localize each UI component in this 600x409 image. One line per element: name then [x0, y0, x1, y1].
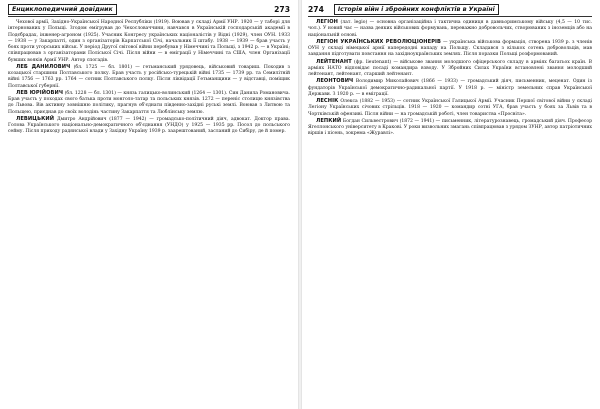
entry-text: (лат. legio) — основна організаційна і тактична одиниця в давньоримському війську (4,5 — 10 тис. чол.). У новий час — назва деяких військових формувань, переважно добровольчих, створюваних з іноземців або на національній основі. — [308, 20, 592, 38]
entry-text: (фр. lieutenant) — військове звання молодшого офіцерського складу в арміях багатьох країн. В арміях НАТО відповідає посаді командира взводу. У Збройних Силах України встановлені звання молодший лейтенант, лейтенант, старший лейтенант. — [308, 59, 592, 77]
entry-paragraph — [8, 90, 290, 116]
left-page-header — [8, 3, 290, 15]
entry-text: Володимир Миколайович (1866 — 1933) — громадський діяч, письменник, меценат. Один із фундаторів Української демократично-радикальної партії. У 1918 р. — міністр земельних справ Української Держави. З 1920 р. — в еміграції. — [308, 79, 592, 97]
entry-paragraph — [308, 19, 592, 39]
entry-headword: ЛЕВ ЮРІЙОВИЧ — [16, 89, 64, 96]
entry-paragraph — [308, 59, 592, 79]
right-header-rule — [308, 16, 592, 17]
entry-text: Богдан Сильвестрович (1872 — 1941) — письменник, літературознавець, громадський діяч. Професор Ягеллонського університету в Кракові. У роки визвольних змагань співпрацював з урядом ЗУНР, автор патріотичних віршів і пісень, зокрема «Журавлі». — [308, 118, 592, 137]
right-page-header — [308, 3, 592, 15]
right-page-number: 274 — [308, 4, 324, 14]
right-page-body — [308, 19, 592, 407]
entry-headword: ЛЕСНІК — [316, 98, 339, 104]
entry-headword: ЛЕПКИЙ — [316, 117, 342, 124]
left-header-rule — [8, 16, 290, 17]
entry-paragraph — [308, 98, 592, 118]
entry-text: Олекса (1882 — 1953) — сотник Української Галицької Армії. Учасник Першої світової війни у складі Легіону Українських січових стрільців. 1918 — 1920 — командир сотні УГА, брав участь у боях за Львів та в Чортківській офензиві. Після війни — на громадській роботі, член товариства «Просвіта». — [308, 99, 592, 117]
entry-headword: ЛЕГІОН УКРАЇНСЬКИХ РЕВОЛЮЦІОНЕРІВ — [316, 38, 442, 45]
entry-paragraph — [8, 64, 290, 90]
entry-headword: ЛЕОНТОВИЧ — [316, 78, 354, 85]
entry-headword: ЛЕЙТЕНАНТ — [316, 58, 352, 65]
entry-text: (бл. 1228 — бл. 1301) — князь галицько-волинський (1264 — 1301). Син Данила Романовича. Брав участь у походах свого батька проти монголо-татар та польських князів. 1272 — переніс столицю князівства до Львова. Вів активну зовнішню політику, прагнув об'єднати південно-західні руські землі. Воював з Литвою та Польщею, приєднав до своїх володінь частину Закарпаття та Люблінську землю. — [8, 90, 290, 115]
left-page-number: 273 — [274, 4, 290, 14]
right-page — [300, 0, 600, 409]
right-page-running-title: Історія війн і збройних конфліктів в Україні — [334, 4, 499, 15]
left-page-running-title: Енциклопедичний довідник — [8, 4, 117, 15]
entry-paragraph — [308, 118, 592, 138]
entry-paragraph — [308, 78, 592, 98]
entry-text: Чехової армії, Західно-Української Народної Республіки (1919). Воював у складі Армії УНР. 1920 — у таборі для інтернованих у Польщі. Згодом емігрував до Чехословаччини, навчався в Українській господарській академії в Подєбрадах, інженер-агроном (1925). Учасник Конгресу українських націоналістів у Відні (1929), член ОУН. 1933 — 1938 — у Закарпатті, один з організаторів Карпатської Січі, начальник її штабу. 1938 — 1939 — брав участь у боях проти угорських військ. У період Другої світової війни перебував у Німеччині та Польщі, з 1942 р. — в Україні; співпрацював з організаторами Поліської Січі. Після війни — в еміграції у Німеччині та США, член Організації бувших вояків Армії УНР. Автор спогадів. — [8, 20, 290, 63]
entry-text: (бл. 1725 — бл. 1801) — гетьманський урядовець, військовий товариш. Походив з козацької старшини Полтавського полку. Брав участь у російсько-турецькій війні 1735 — 1739 рр. та Семилітній війні 1756 — 1763 рр. 1764 — сотник Полтавського полку. Після ліквідації Гетьманщини — у відставці, поміщик Полтавської губернії. — [8, 64, 290, 89]
entry-paragraph — [8, 19, 290, 64]
entry-paragraph — [308, 39, 592, 59]
entry-headword: ЛЕВИЦЬКИЙ — [16, 115, 55, 122]
entry-text: — українська військова формація, створена 1939 р. з членів ОУН у складі німецької армії напередодні нападу на Польщу. Складався з кількох сотень добровольців, мав завдання підготувати повстання на західноукраїнських землях. Після поразки Польщі розформований. — [308, 39, 592, 58]
entry-text: Дмитро Андрійович (1877 — 1942) — громадсько-політичний діяч, адвокат. Доктор права. Голова Українського національно-демократичного об'єднання (УНДО) у 1925 — 1935 рр. Посол до польського сейму. Після приходу радянської влади у Західну Україну 1939 р. заарештований, засланий до Сибіру, де й помер. — [8, 116, 290, 135]
entry-paragraph — [8, 116, 290, 136]
entry-headword: ЛЕГІОН — [316, 19, 339, 25]
left-page-body — [8, 19, 290, 407]
entry-headword: ЛЕБ ДАНИЛОВИЧ — [16, 63, 71, 70]
